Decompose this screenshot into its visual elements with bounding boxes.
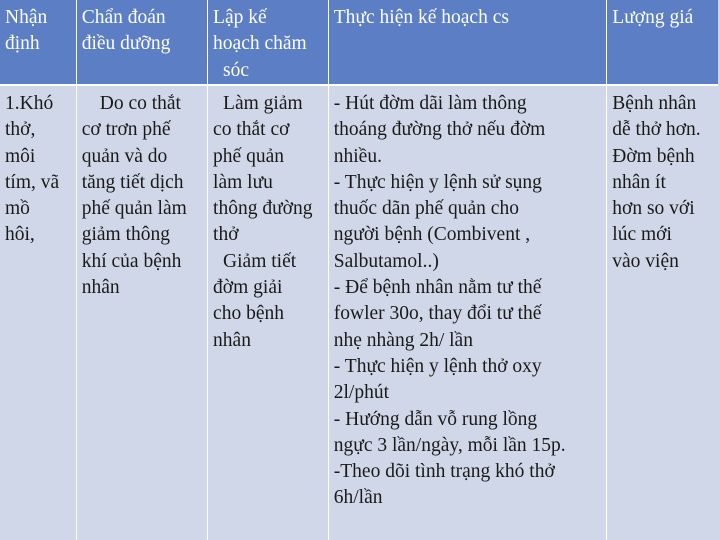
cell-line: nhiều. [333,145,382,167]
cell-line: nhân ít [612,171,666,193]
cell-line: tăng tiết dịch [81,171,184,193]
cell-evaluation [607,85,718,540]
cell-line: nhân [213,329,251,351]
cell-line: - Thực hiện y lệnh sử sụng [333,171,542,193]
header-text: hoạch chăm [213,33,307,55]
header-text: sóc [223,59,250,81]
cell-line: phế quản [213,145,284,167]
cell-line: nhân [81,277,120,299]
cell-line: làm lưu [213,171,273,193]
cell-implementation [328,85,607,540]
header-text: điều dưỡng [81,33,171,55]
cell-line: vào viện [612,250,679,272]
cell-line: ngực 3 lần/ngày, mỗi lần 15p. [333,434,566,456]
cell-line: - Thực hiện y lệnh thở oxy [333,355,542,377]
cell-line: tím, vã [5,171,60,193]
cell-line: cơ trơn phế [81,119,171,141]
cell-line: 1.Khó [5,93,54,114]
cell-line: Giảm tiết [223,250,297,272]
cell-line: fowler 30o, thay đổi tư thế [333,303,542,325]
table-header-row [0,0,718,85]
cell-line: - Hút đờm dãi làm thông [333,93,527,114]
header-text: Thực hiện kế hoạch cs [333,7,509,28]
header-assessment [0,0,76,85]
cell-line: Do co thắt [99,93,181,114]
header-evaluation [607,0,718,85]
cell-care-plan [208,85,329,540]
cell-line: cho bệnh [213,303,284,325]
cell-line: hôi, [5,224,35,246]
header-text: Lập kế [213,7,267,28]
header-implementation [328,0,607,85]
cell-assessment [0,85,76,540]
cell-line: hơn so với [612,198,695,220]
header-nursing-diagnosis [76,0,207,85]
cell-line: thoáng đường thở nếu đờm [333,119,546,141]
cell-line: co thắt cơ [213,119,290,141]
cell-line: thuốc dãn phế quản cho [333,198,519,220]
cell-line: 6h/lần [333,487,383,509]
cell-line: mồ [5,198,30,220]
cell-line: quản và do [81,145,168,167]
cell-line: đờm giải [213,277,283,299]
cell-line: dễ thở hơn. [612,119,701,141]
cell-line: Bệnh nhân [612,93,697,114]
cell-line: Làm giảm [223,93,303,114]
cell-line: Đờm bệnh [612,145,695,167]
cell-line: Salbutamol..) [333,250,439,272]
cell-diagnosis [76,85,207,540]
header-text: Nhận [5,7,48,28]
cell-line: -Theo dõi tình trạng khó thở [333,461,555,483]
cell-line: người bệnh (Combivent , [333,224,531,246]
cell-line: - Hướng dẫn vỗ rung lồng [333,408,538,430]
cell-line: thở, [5,119,36,141]
cell-line: nhẹ nhàng 2h/ lần [333,329,473,351]
header-text: định [5,33,40,55]
cell-line: thở [213,224,239,246]
cell-line: môi [5,145,36,167]
header-text: Chẩn đoán [81,7,166,28]
cell-line: 2l/phút [333,382,390,404]
cell-line: lúc mới [612,224,672,246]
header-text: Lượng giá [612,7,694,28]
table-row [0,85,718,540]
cell-line: phế quản làm [81,198,187,220]
cell-line: giảm thông [81,224,171,246]
cell-line: - Để bệnh nhân nằm tư thế [333,277,542,299]
cell-line: khí của bệnh [81,250,182,272]
cell-line: thông đường [213,198,313,220]
header-care-plan [208,0,329,85]
